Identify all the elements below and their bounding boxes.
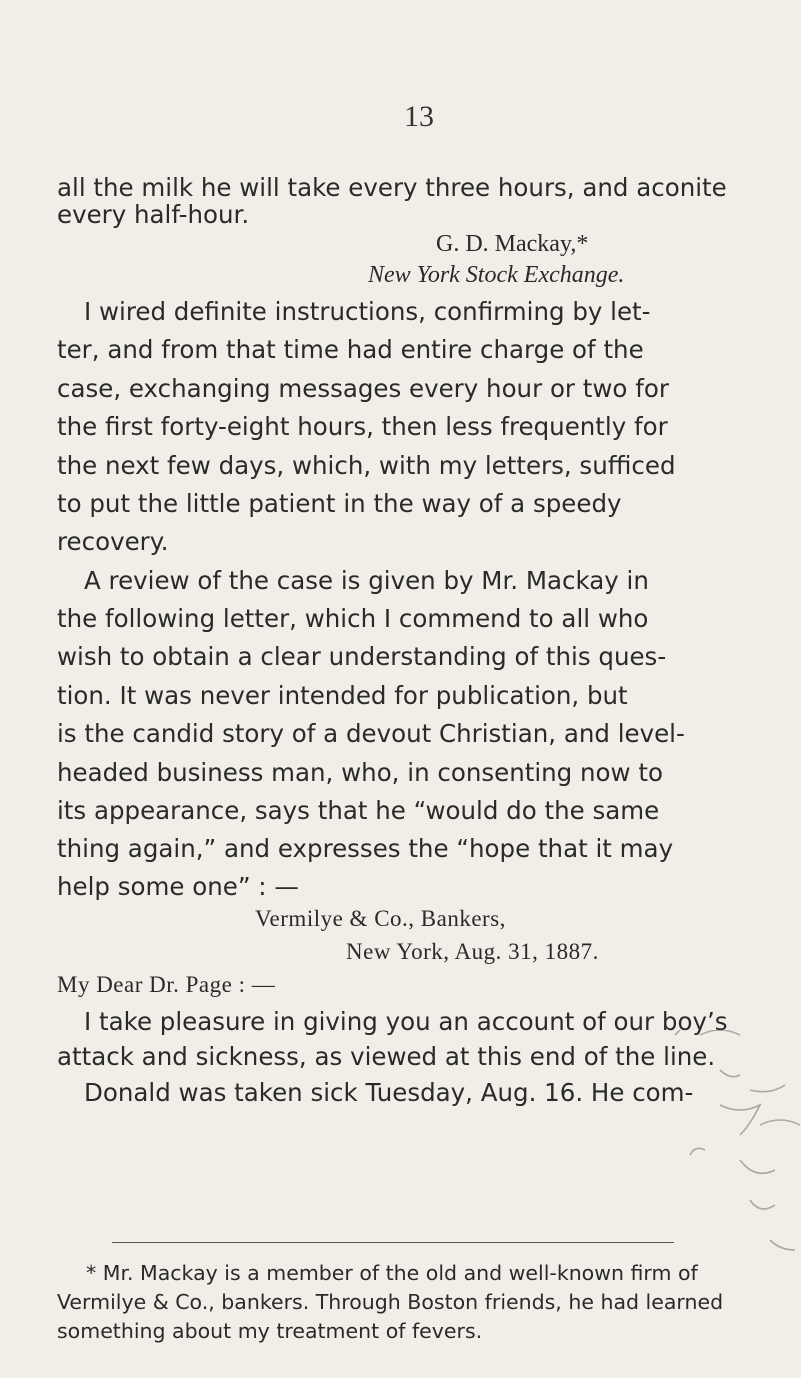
- letterhead-firm: Vermilye & Co., Bankers,: [255, 906, 506, 931]
- text-line: its appearance, says that he “would do the same: [57, 796, 660, 825]
- text-line: headed business man, who, in consenting now to: [57, 758, 663, 787]
- text-line: attack and sickness, as viewed at this end of the line.: [57, 1042, 716, 1071]
- text-line: ter, and from that time had entire charge of the: [57, 335, 644, 364]
- page-number: 13: [404, 100, 434, 133]
- text-line: I wired definite instructions, confirming by let-: [84, 297, 651, 326]
- footnote-line: Vermilye & Co., bankers. Through Boston friends, he had learned: [57, 1290, 724, 1314]
- text-line: help some one” : —: [57, 872, 299, 901]
- text-line: wish to obtain a clear understanding of this ques-: [57, 642, 667, 671]
- text-line: recovery.: [57, 527, 169, 556]
- text-line: all the milk he will take every three hours, and aconite: [57, 173, 727, 202]
- margin-doodle-icon: [600, 1030, 800, 1310]
- text-line: the following letter, which I commend to all who: [57, 604, 649, 633]
- text-line: A review of the case is given by Mr. Mackay in: [84, 566, 649, 595]
- text-line: the first forty-eight hours, then less frequently for: [57, 412, 668, 441]
- signature-name: G. D. Mackay,*: [436, 231, 589, 257]
- signature-affiliation: New York Stock Exchange.: [368, 262, 625, 288]
- footnote-line: * Mr. Mackay is a member of the old and well-known firm of: [86, 1261, 698, 1285]
- letterhead-date: New York, Aug. 31, 1887.: [346, 939, 599, 964]
- footnote-line: something about my treatment of fevers.: [57, 1319, 483, 1343]
- text-line: tion. It was never intended for publication, but: [57, 681, 628, 710]
- text-line: the next few days, which, with my letters, sufficed: [57, 451, 676, 480]
- text-line: Donald was taken sick Tuesday, Aug. 16. He com-: [84, 1078, 694, 1107]
- text-line: I take pleasure in giving you an account of our boy’s: [84, 1007, 728, 1036]
- text-line: every half-hour.: [57, 200, 250, 229]
- text-line: case, exchanging messages every hour or two for: [57, 374, 669, 403]
- text-line: thing again,” and expresses the “hope that it may: [57, 834, 674, 863]
- text-line: is the candid story of a devout Christian, and level-: [57, 719, 685, 748]
- text-line: to put the little patient in the way of a speedy: [57, 489, 622, 518]
- salutation: My Dear Dr. Page : —: [57, 972, 276, 997]
- footnote-divider: [112, 1242, 674, 1243]
